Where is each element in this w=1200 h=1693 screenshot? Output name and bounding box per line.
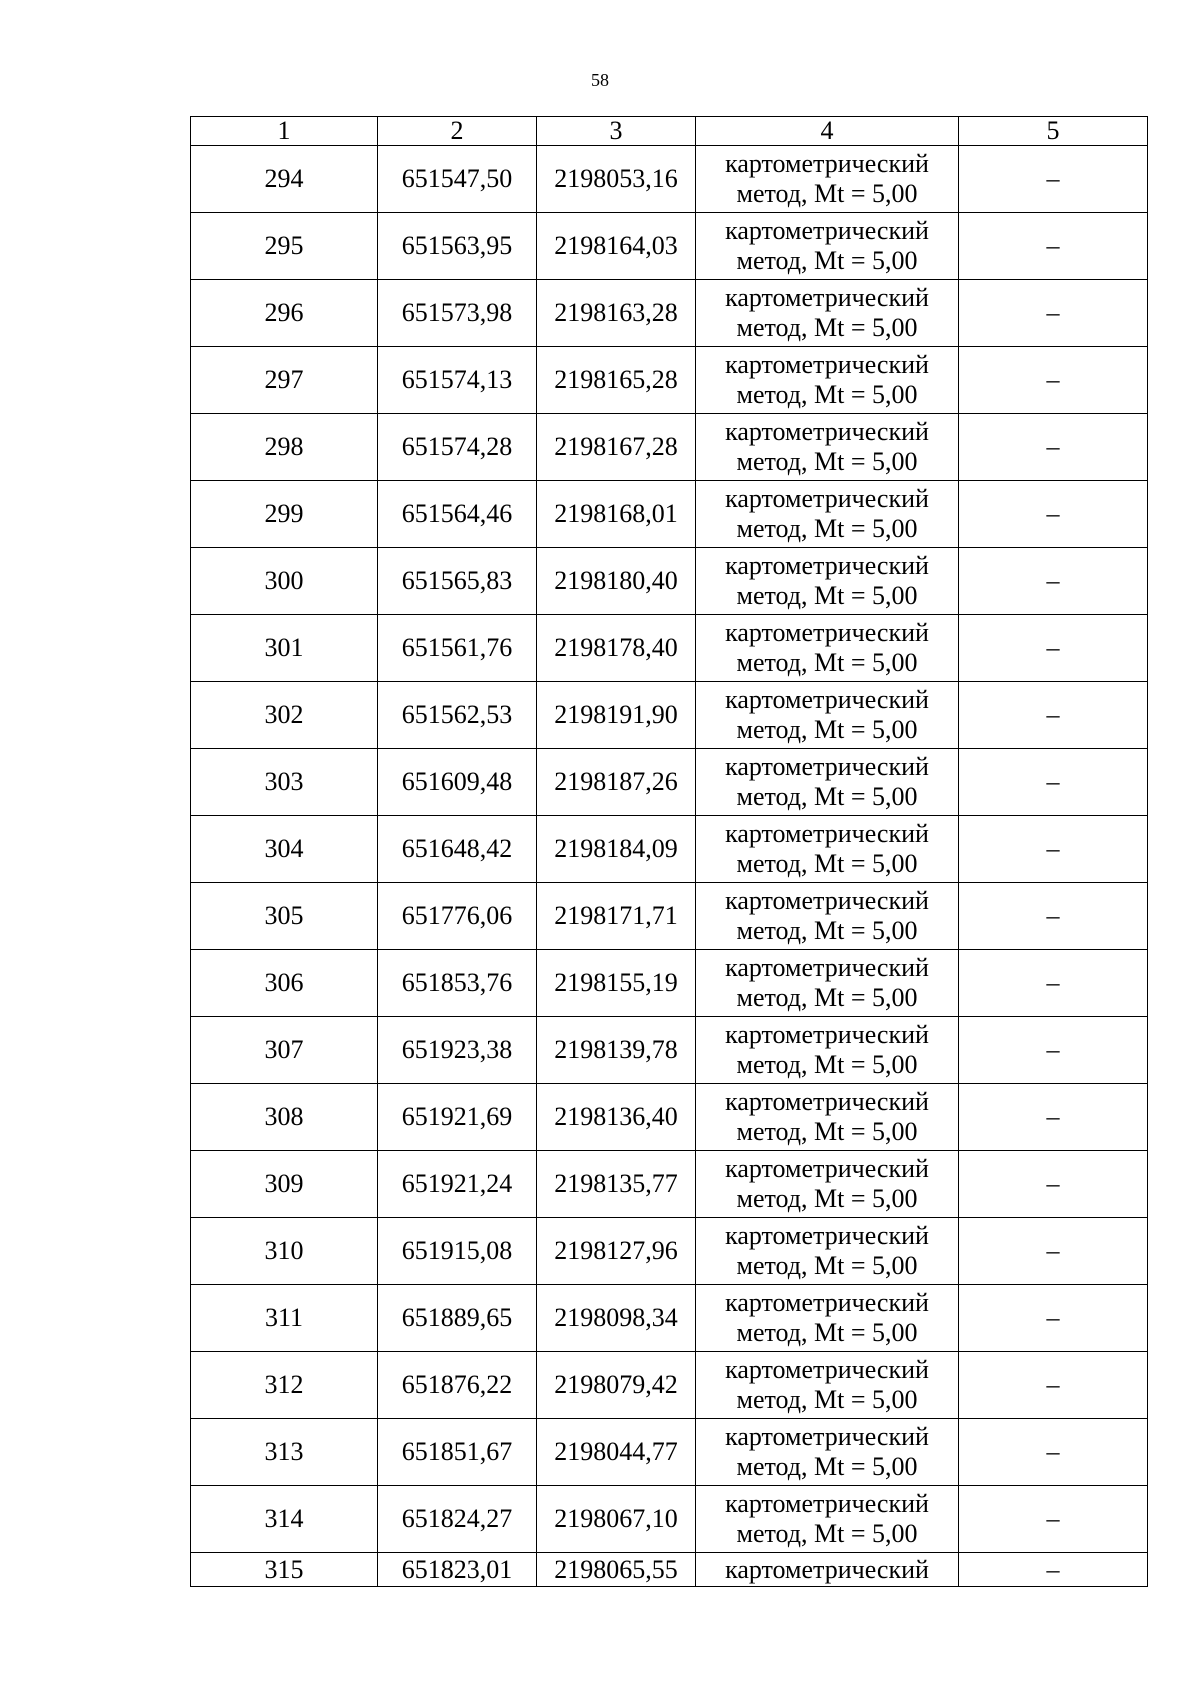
x-coordinate-cell: 651609,48 <box>378 749 537 816</box>
method-cell <box>696 816 959 883</box>
y-coordinate-cell: 2198171,71 <box>537 883 696 950</box>
description-cell: – <box>959 682 1148 749</box>
x-coordinate-cell: 651562,53 <box>378 682 537 749</box>
column-header: 4 <box>696 117 959 146</box>
x-coordinate-cell: 651889,65 <box>378 1285 537 1352</box>
table-row <box>191 1285 1148 1352</box>
description-cell: – <box>959 615 1148 682</box>
point-number-cell: 300 <box>191 548 378 615</box>
method-line-1: картометрический <box>725 752 929 781</box>
method-line-1: картометрический <box>725 1355 929 1384</box>
description-cell: – <box>959 1553 1148 1587</box>
method-cell <box>696 1419 959 1486</box>
table-row <box>191 1218 1148 1285</box>
table-row <box>191 1352 1148 1419</box>
y-coordinate-cell: 2198164,03 <box>537 213 696 280</box>
y-coordinate-cell: 2198053,16 <box>537 146 696 213</box>
method-line-1: картометрический <box>725 149 929 178</box>
table-row <box>191 1553 1148 1587</box>
point-number-cell: 309 <box>191 1151 378 1218</box>
point-number-cell: 301 <box>191 615 378 682</box>
method-cell <box>696 1352 959 1419</box>
y-coordinate-cell: 2198155,19 <box>537 950 696 1017</box>
table-row <box>191 213 1148 280</box>
y-coordinate-cell: 2198163,28 <box>537 280 696 347</box>
page-number: 58 <box>591 70 609 90</box>
method-line-1: картометрический <box>725 1154 929 1183</box>
table-row <box>191 1419 1148 1486</box>
x-coordinate-cell: 651823,01 <box>378 1553 537 1587</box>
method-line-2: метод, Mt = 5,00 <box>736 581 918 610</box>
method-cell <box>696 1218 959 1285</box>
method-line-1: картометрический <box>725 1489 929 1518</box>
method-line-1: картометрический <box>725 417 929 446</box>
method-line-2: метод, Mt = 5,00 <box>736 849 918 878</box>
table-row <box>191 1017 1148 1084</box>
x-coordinate-cell: 651921,69 <box>378 1084 537 1151</box>
method-line-1: картометрический <box>725 685 929 714</box>
point-number-cell: 306 <box>191 950 378 1017</box>
column-header: 3 <box>537 117 696 146</box>
y-coordinate-cell: 2198167,28 <box>537 414 696 481</box>
method-line-2: метод, Mt = 5,00 <box>736 715 918 744</box>
method-line-2: метод, Mt = 5,00 <box>736 983 918 1012</box>
x-coordinate-cell: 651923,38 <box>378 1017 537 1084</box>
method-line-2: метод, Mt = 5,00 <box>736 1050 918 1079</box>
description-cell: – <box>959 548 1148 615</box>
x-coordinate-cell: 651851,67 <box>378 1419 537 1486</box>
y-coordinate-cell: 2198136,40 <box>537 1084 696 1151</box>
method-cell <box>696 883 959 950</box>
description-cell: – <box>959 749 1148 816</box>
column-header: 5 <box>959 117 1148 146</box>
method-cell <box>696 1017 959 1084</box>
method-cell <box>696 749 959 816</box>
table-row <box>191 615 1148 682</box>
method-cell <box>696 615 959 682</box>
y-coordinate-cell: 2198184,09 <box>537 816 696 883</box>
description-cell: – <box>959 1218 1148 1285</box>
table-row <box>191 749 1148 816</box>
description-cell: – <box>959 1419 1148 1486</box>
y-coordinate-cell: 2198079,42 <box>537 1352 696 1419</box>
method-cell: картометрический <box>696 1553 959 1587</box>
x-coordinate-cell: 651776,06 <box>378 883 537 950</box>
point-number-cell: 295 <box>191 213 378 280</box>
method-line-1: картометрический <box>725 350 929 379</box>
y-coordinate-cell: 2198098,34 <box>537 1285 696 1352</box>
point-number-cell: 296 <box>191 280 378 347</box>
y-coordinate-cell: 2198139,78 <box>537 1017 696 1084</box>
method-line-1: картометрический <box>725 953 929 982</box>
description-cell: – <box>959 1084 1148 1151</box>
point-number-cell: 303 <box>191 749 378 816</box>
method-cell <box>696 548 959 615</box>
method-line-2: метод, Mt = 5,00 <box>736 1385 918 1414</box>
point-number-cell: 298 <box>191 414 378 481</box>
method-line-2: метод, Mt = 5,00 <box>736 313 918 342</box>
method-line-2: метод, Mt = 5,00 <box>736 916 918 945</box>
method-line-1: картометрический <box>725 819 929 848</box>
method-cell <box>696 1151 959 1218</box>
method-line-2: метод, Mt = 5,00 <box>736 648 918 677</box>
description-cell: – <box>959 280 1148 347</box>
x-coordinate-cell: 651547,50 <box>378 146 537 213</box>
description-cell: – <box>959 1486 1148 1553</box>
point-number-cell: 297 <box>191 347 378 414</box>
y-coordinate-cell: 2198044,77 <box>537 1419 696 1486</box>
description-cell: – <box>959 146 1148 213</box>
description-cell: – <box>959 481 1148 548</box>
point-number-cell: 307 <box>191 1017 378 1084</box>
method-line-2: метод, Mt = 5,00 <box>736 1452 918 1481</box>
method-cell <box>696 280 959 347</box>
x-coordinate-cell: 651563,95 <box>378 213 537 280</box>
x-coordinate-cell: 651853,76 <box>378 950 537 1017</box>
description-cell: – <box>959 950 1148 1017</box>
method-line-1: картометрический <box>725 484 929 513</box>
point-number-cell: 313 <box>191 1419 378 1486</box>
y-coordinate-cell: 2198165,28 <box>537 347 696 414</box>
description-cell: – <box>959 213 1148 280</box>
method-line-1: картометрический <box>725 216 929 245</box>
column-header: 2 <box>378 117 537 146</box>
table-row <box>191 1084 1148 1151</box>
table-row <box>191 414 1148 481</box>
method-line-1: картометрический <box>725 618 929 647</box>
method-line-2: метод, Mt = 5,00 <box>736 782 918 811</box>
method-line-2: метод, Mt = 5,00 <box>736 1251 918 1280</box>
point-number-cell: 310 <box>191 1218 378 1285</box>
x-coordinate-cell: 651876,22 <box>378 1352 537 1419</box>
table-row <box>191 481 1148 548</box>
method-line-2: метод, Mt = 5,00 <box>736 246 918 275</box>
point-number-cell: 302 <box>191 682 378 749</box>
description-cell: – <box>959 1151 1148 1218</box>
method-cell <box>696 682 959 749</box>
method-line-2: метод, Mt = 5,00 <box>736 1117 918 1146</box>
method-line-1: картометрический <box>725 1288 929 1317</box>
method-cell <box>696 347 959 414</box>
y-coordinate-cell: 2198135,77 <box>537 1151 696 1218</box>
point-number-cell: 304 <box>191 816 378 883</box>
method-line-1: картометрический <box>725 1020 929 1049</box>
table-body <box>191 146 1148 1587</box>
y-coordinate-cell: 2198168,01 <box>537 481 696 548</box>
method-cell <box>696 414 959 481</box>
table-row <box>191 682 1148 749</box>
y-coordinate-cell: 2198178,40 <box>537 615 696 682</box>
method-cell <box>696 481 959 548</box>
x-coordinate-cell: 651574,13 <box>378 347 537 414</box>
method-line-1: картометрический <box>725 1422 929 1451</box>
method-cell <box>696 1486 959 1553</box>
x-coordinate-cell: 651565,83 <box>378 548 537 615</box>
method-cell <box>696 213 959 280</box>
x-coordinate-cell: 651564,46 <box>378 481 537 548</box>
coordinates-table <box>190 116 1148 1587</box>
x-coordinate-cell: 651573,98 <box>378 280 537 347</box>
description-cell: – <box>959 1017 1148 1084</box>
table-row <box>191 1486 1148 1553</box>
table-row <box>191 950 1148 1017</box>
x-coordinate-cell: 651921,24 <box>378 1151 537 1218</box>
table-row <box>191 347 1148 414</box>
table-row <box>191 816 1148 883</box>
method-line-2: метод, Mt = 5,00 <box>736 514 918 543</box>
method-line-1: картометрический <box>725 1087 929 1116</box>
point-number-cell: 311 <box>191 1285 378 1352</box>
point-number-cell: 314 <box>191 1486 378 1553</box>
point-number-cell: 315 <box>191 1553 378 1587</box>
column-header: 1 <box>191 117 378 146</box>
table-row <box>191 548 1148 615</box>
description-cell: – <box>959 1285 1148 1352</box>
table-row <box>191 146 1148 213</box>
x-coordinate-cell: 651915,08 <box>378 1218 537 1285</box>
y-coordinate-cell: 2198067,10 <box>537 1486 696 1553</box>
method-line-2: метод, Mt = 5,00 <box>736 1184 918 1213</box>
point-number-cell: 305 <box>191 883 378 950</box>
point-number-cell: 308 <box>191 1084 378 1151</box>
method-line-2: метод, Mt = 5,00 <box>736 1318 918 1347</box>
description-cell: – <box>959 816 1148 883</box>
description-cell: – <box>959 883 1148 950</box>
description-cell: – <box>959 347 1148 414</box>
method-line-1: картометрический <box>725 886 929 915</box>
method-line-2: метод, Mt = 5,00 <box>736 179 918 208</box>
x-coordinate-cell: 651561,76 <box>378 615 537 682</box>
table-row <box>191 1151 1148 1218</box>
point-number-cell: 294 <box>191 146 378 213</box>
method-cell <box>696 1084 959 1151</box>
table-row <box>191 280 1148 347</box>
y-coordinate-cell: 2198065,55 <box>537 1553 696 1587</box>
x-coordinate-cell: 651574,28 <box>378 414 537 481</box>
method-line-2: метод, Mt = 5,00 <box>736 1519 918 1548</box>
method-cell <box>696 146 959 213</box>
point-number-cell: 312 <box>191 1352 378 1419</box>
method-line-1: картометрический <box>725 551 929 580</box>
y-coordinate-cell: 2198191,90 <box>537 682 696 749</box>
method-cell <box>696 950 959 1017</box>
y-coordinate-cell: 2198180,40 <box>537 548 696 615</box>
method-line-1: картометрический <box>725 283 929 312</box>
table-row <box>191 883 1148 950</box>
y-coordinate-cell: 2198127,96 <box>537 1218 696 1285</box>
method-cell <box>696 1285 959 1352</box>
point-number-cell: 299 <box>191 481 378 548</box>
method-line-1: картометрический <box>725 1221 929 1250</box>
x-coordinate-cell: 651648,42 <box>378 816 537 883</box>
method-line-2: метод, Mt = 5,00 <box>736 380 918 409</box>
description-cell: – <box>959 1352 1148 1419</box>
x-coordinate-cell: 651824,27 <box>378 1486 537 1553</box>
table-header-row <box>191 117 1148 146</box>
description-cell: – <box>959 414 1148 481</box>
method-line-2: метод, Mt = 5,00 <box>736 447 918 476</box>
y-coordinate-cell: 2198187,26 <box>537 749 696 816</box>
